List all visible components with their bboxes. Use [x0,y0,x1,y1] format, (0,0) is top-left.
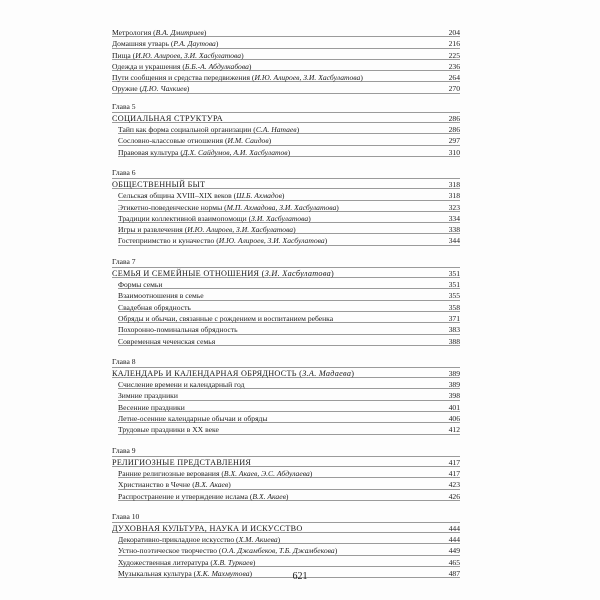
chapter-title: СЕМЬЯ И СЕМЕЙНЫЕ ОТНОШЕНИЯ (З.И. Хасбулатова) [112,268,335,278]
entry-page: 487 [448,568,460,578]
chapter-page: 444 [448,523,460,533]
entry-page: 334 [448,213,460,223]
toc-entry [112,336,460,347]
entry-page: 398 [448,391,460,401]
entry-authors: И.Ю. Алироев, З.И. Хасбулатова [254,73,361,83]
entry-page: 270 [448,84,460,94]
entry-text: Игры и развлечения (И.Ю. Алироев, З.И. Хасбулатова) [118,225,296,235]
entry-title: Пища [112,50,131,60]
chapter-title: КАЛЕНДАРЬ И КАЛЕНДАРНАЯ ОБРЯДНОСТЬ (З.А. Мадаева) [112,368,355,378]
entry-title: Современная чеченская семья [118,336,216,346]
chapter-heading [112,178,460,190]
toc-entry [112,413,460,424]
chapter-title [112,179,436,190]
entry-text: Пища (И.Ю. Алироев, З.И. Хасбулатова) [112,50,244,60]
entry-title: Христианство в Чечне [118,480,191,490]
toc-entry [112,534,460,545]
entry-text: Ранние религиозные верования (В.Х. Акаев, Э.С. Абдулаева) [118,468,313,478]
toc-entry [112,124,460,135]
toc-entry [112,468,460,479]
entry-text [118,313,436,324]
toc-entry [112,379,460,390]
entry-authors: Ш.Б. Ахмадов [236,191,282,201]
entry-title: Ранние религиозные верования [118,468,220,478]
entry-page: 297 [448,136,460,146]
entry-page: 388 [448,336,460,346]
entry-title: ДУХОВНАЯ КУЛЬТУРА, НАУКА И ИСКУССТВО [112,523,303,533]
entry-page: 417 [448,468,460,478]
chapter-page: 318 [448,179,460,189]
entry-text: Оружие (Д.Ю. Чахкиев) [112,84,190,94]
entry-title: Зимние праздники [118,391,178,401]
table-of-contents [112,27,460,579]
entry-authors: В.Х. Акаев, Э.С. Абдулаева [223,468,310,478]
entry-authors: С.А. Натаев [255,125,297,135]
entry-text: Традиции коллективной взаимопомощи (З.И. Хасбулатова) [118,213,311,223]
chapter-title [112,457,436,468]
entry-page: 236 [448,61,460,71]
chapter-page: 351 [448,268,460,278]
chapter-label: Глава 5 [112,101,136,111]
entry-text: Музыкальная культура (Х.К. Махмутова) [118,568,253,578]
toc-entry [112,235,460,246]
chapter-heading [112,456,460,468]
toc-entry [112,202,460,213]
entry-text [118,324,436,335]
entry-title: Устно-поэтическое творчество [118,546,218,556]
entry-title: Художественная литература [118,557,209,567]
toc-entry [112,302,460,313]
entry-title: Игры и развлечения [118,225,183,235]
entry-text: Домашняя утварь (Р.А. Даутова) [112,39,219,49]
entry-title: Обряды и обычаи, связанные с рождением и воспитанием ребенка [118,313,334,323]
entry-text: Сословно-классовые отношения (И.М. Саидов) [118,136,272,146]
entry-text: Пути сообщения и средства передвижения (И.Ю. Алироев, З.И. Хасбулатова) [112,73,363,83]
entry-page: 225 [448,50,460,60]
entry-text: Сельская община XVIII–XIX веков (Ш.Б. Ахмадов) [118,191,285,201]
entry-page: 355 [448,291,460,301]
entry-page: 449 [448,546,460,556]
entry-title: Взаимоотношения в семье [118,291,204,301]
entry-text [118,379,436,390]
entry-title: Домашняя утварь [112,39,169,49]
entry-authors: И.Ю. Алироев, З.И. Хасбулатова [218,236,325,246]
chapter-title [112,113,436,124]
entry-page: 389 [448,380,460,390]
entry-text: Тайп как форма социальной организации (С.А. Натаев) [118,125,300,135]
entry-title: Одежда и украшения [112,61,181,71]
entry-page: 383 [448,325,460,335]
entry-page: 344 [448,236,460,246]
toc-entry [112,135,460,146]
chapter-heading [112,267,460,279]
entry-page: 318 [448,191,460,201]
entry-authors: В.А. Дмитриев [155,28,204,37]
entry-title: Формы семьи [118,280,163,290]
entry-text [118,279,436,290]
entry-authors: О.А. Джамбеков, Т.Б. Джамбекова [221,546,335,556]
entry-text [118,424,436,435]
entry-title: Музыкальная культура [118,568,192,578]
entry-authors: З.И. Хасбулатова [264,268,332,278]
entry-page: 358 [448,302,460,312]
entry-title: Пути сообщения и средства передвижения [112,73,250,83]
entry-page: 406 [448,414,460,424]
entry-title: КАЛЕНДАРЬ И КАЛЕНДАРНАЯ ОБРЯДНОСТЬ [112,368,297,378]
entry-authors: Д.Ю. Чахкиев [142,84,187,94]
toc-entry [112,491,460,502]
page-number: 621 [292,571,308,582]
toc-entry [112,147,460,158]
chapter-label: Глава 6 [112,167,136,177]
toc-entry [112,557,460,568]
toc-entry [112,313,460,324]
entry-title: Сельская община XVIII–XIX веков [118,191,232,201]
entry-page: 444 [448,535,460,545]
entry-authors: Х.М. Акиева [238,535,278,545]
entry-authors: М.П. Ахмадова, З.И. Хасбулатова [226,202,337,212]
entry-title: Декоративно-прикладное искусство [118,535,235,545]
toc-entry [112,213,460,224]
toc-entry [112,545,460,556]
toc-entry [112,279,460,290]
entry-title: Сословно-классовые отношения [118,136,224,146]
entry-text [118,290,436,301]
toc-entry [112,402,460,413]
entry-title: Гостеприимство и куначество [118,236,215,246]
entry-page: 412 [448,425,460,435]
entry-title: Метрология [112,28,152,37]
toc-entry [112,290,460,301]
entry-title: Тайп как форма социальной организации [118,125,252,135]
entry-text: Распространение и утверждение ислама (В.Х. Акаев) [118,491,289,501]
entry-text [118,390,436,401]
entry-text [118,402,436,413]
toc-entry [112,224,460,235]
entry-page: 286 [448,125,460,135]
toc-entry [112,190,460,201]
toc-entry [112,479,460,490]
entry-title: Летне-осенние календарные обычаи и обряды [118,414,268,424]
entry-text [118,413,436,424]
entry-title: СЕМЬЯ И СЕМЕЙНЫЕ ОТНОШЕНИЯ [112,268,260,278]
entry-title: Счисление времени и календарный год [118,380,245,390]
entry-authors: Р.А. Даутова [173,39,216,49]
entry-authors: З.И. Хасбулатова [251,213,309,223]
entry-text: Декоративно-прикладное искусство (Х.М. Акиева) [118,535,281,545]
entry-page: 338 [448,225,460,235]
toc-entry [112,72,460,83]
entry-page: 401 [448,402,460,412]
entry-page: 465 [448,557,460,567]
toc-entry [112,50,460,61]
entry-authors: Х.В. Туркаев [212,557,253,567]
toc-entry [112,83,460,94]
entry-text: Этикетно-поведенческие нормы (М.П. Ахмадова, З.И. Хасбулатова) [118,202,339,212]
toc-entry [112,390,460,401]
chapter-label: Глава 8 [112,356,136,366]
chapter-label: Глава 10 [112,511,140,521]
entry-text: Правовая культура (Д.Х. Сайдумов, А.И. Хасбулатов) [118,147,291,157]
entry-page: 310 [448,147,460,157]
entry-title: СОЦИАЛЬНАЯ СТРУКТУРА [112,113,223,123]
toc-entry [112,38,460,49]
entry-title: Оружие [112,84,138,94]
entry-authors: Б.Б.-А. Абдулкабова [184,61,249,71]
entry-authors: И.М. Саидов [227,136,269,146]
entry-text: Устно-поэтическое творчество (О.А. Джамбеков, Т.Б. Джамбекова) [118,546,338,556]
entry-page: 371 [448,313,460,323]
entry-title: Трудовые праздники в XX веке [118,425,219,435]
entry-authors: И.Ю. Алироев, З.И. Хасбулатова [187,225,294,235]
entry-title: Правовая культура [118,147,179,157]
entry-page: 216 [448,39,460,49]
entry-page: 423 [448,480,460,490]
entry-page: 351 [448,280,460,290]
entry-authors: Д.Х. Сайдумов, А.И. Хасбулатов [182,147,288,157]
entry-text: Одежда и украшения (Б.Б.-А. Абдулкабова) [112,61,252,71]
entry-title: Этикетно-поведенческие нормы [118,202,223,212]
toc-entry [112,424,460,435]
entry-text: Гостеприимство и куначество (И.Ю. Алироев, З.И. Хасбулатова) [118,236,328,246]
entry-text [118,336,436,347]
entry-title: Похоронно-поминальная обрядность [118,325,238,335]
entry-title: Весенние праздники [118,402,185,412]
entry-title: ОБЩЕСТВЕННЫЙ БЫТ [112,179,206,189]
entry-text: Метрология (В.А. Дмитриев) [112,28,207,37]
chapter-title [112,523,436,534]
entry-page: 264 [448,73,460,83]
chapter-heading [112,112,460,124]
entry-page: 426 [448,491,460,501]
chapter-heading [112,522,460,534]
entry-authors: И.Ю. Алироев, З.И. Хасбулатова [135,50,242,60]
entry-text: Христианство в Чечне (В.Х. Акаев) [118,480,231,490]
entry-authors: В.Х. Акаев [194,480,229,490]
chapter-page: 389 [448,368,460,378]
toc-entry [112,61,460,72]
entry-title: Традиции коллективной взаимопомощи [118,213,247,223]
entry-text: Художественная литература (Х.В. Туркаев) [118,557,256,567]
toc-entry [112,324,460,335]
toc-entry [112,27,460,38]
entry-authors: Х.К. Махмутова [196,568,250,578]
entry-page: 323 [448,202,460,212]
chapter-page: 417 [448,457,460,467]
chapter-label: Глава 9 [112,445,136,455]
chapter-label: Глава 7 [112,256,136,266]
chapter-page: 286 [448,113,460,123]
entry-page: 204 [448,28,460,37]
entry-text [118,302,436,313]
entry-authors: В.Х. Акаев [252,491,286,501]
entry-title: Свадебная обрядность [118,302,191,312]
entry-title: РЕЛИГИОЗНЫЕ ПРЕДСТАВЛЕНИЯ [112,457,252,467]
chapter-heading [112,367,460,379]
entry-title: Распространение и утверждение ислама [118,491,248,501]
entry-authors: З.А. Мадаева [302,368,352,378]
